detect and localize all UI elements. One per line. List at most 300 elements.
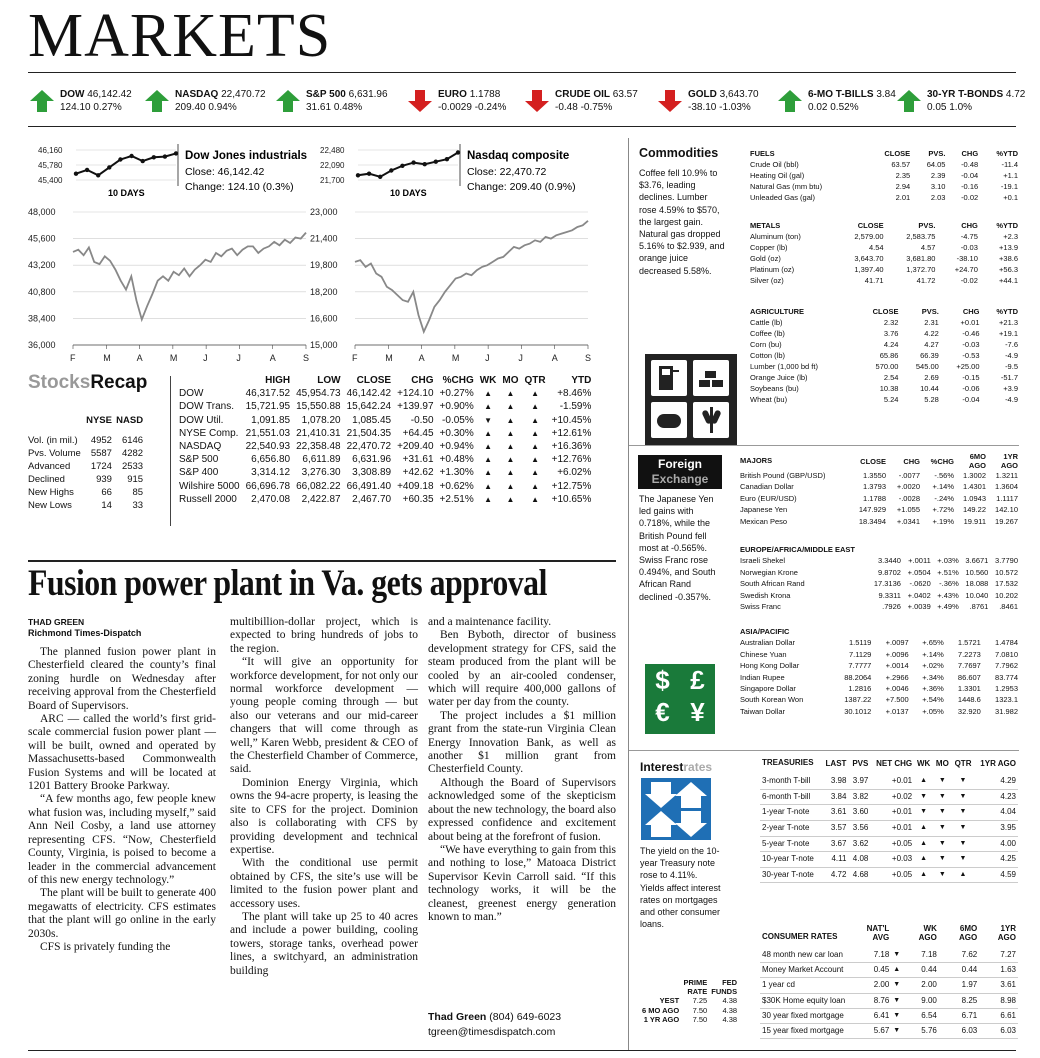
- table-cell: ▼: [959, 839, 967, 847]
- table-cell: 4.59: [1000, 869, 1016, 879]
- table-row: [176, 427, 594, 440]
- ticker-change: -0.48: [555, 102, 578, 113]
- article-paragraph: The project includes a $1 million grant from the state-run Virginia Clean Energy Innovation Bank, as well as another $1 million grant from Chesterfield County.: [428, 709, 616, 776]
- forex-title: [638, 455, 722, 489]
- x-tick-label: A: [418, 353, 425, 363]
- table-row: [26, 473, 145, 486]
- commodities-icons: [645, 354, 737, 446]
- ticker-name: 30-YR T-BONDS: [927, 89, 1004, 100]
- table-cell: +.0097: [885, 638, 909, 648]
- table-cell: 6.03: [961, 1026, 978, 1036]
- table-cell: ▲: [959, 870, 967, 878]
- row-label: 6 MO AGO: [642, 1005, 680, 1015]
- commodities-blurb: Coffee fell 10.9% to $3.76, leading declines. Lumber rose 4.59% to $570, the largest gain. Natural gas dropped 5.16% to $2.939, and orange juice decreased 5.58%.: [639, 168, 725, 276]
- ticker-change: 124.10: [60, 102, 91, 113]
- table-cell: 7.18: [921, 950, 937, 959]
- table-row: [748, 192, 1020, 203]
- table-cell: 3.7790: [995, 556, 1018, 566]
- gold-bars-icon: [693, 360, 729, 396]
- table-cell: ▲: [484, 494, 493, 504]
- nasd-value: 915: [127, 474, 144, 485]
- article-column-1: [28, 646, 216, 954]
- y-tick-label: 21,400: [310, 233, 338, 244]
- table-row: [738, 649, 1020, 660]
- table-cell: 7.27: [1000, 950, 1016, 959]
- table-cell: 3.10: [930, 182, 946, 191]
- table-cell: -0.02: [960, 276, 978, 285]
- column-header: 1YR AGO: [1000, 452, 1018, 470]
- column-header: 6MO AGO: [968, 452, 986, 470]
- fuel-pump-icon: [651, 360, 687, 396]
- table-cell: 4.27: [924, 340, 939, 349]
- section-name: ASIA/PACIFIC: [740, 627, 790, 636]
- inset-point: [118, 157, 122, 161]
- table-cell: -0.03: [962, 340, 980, 349]
- table-cell: 32.920: [957, 706, 981, 716]
- currency-name: South Korean Won: [740, 695, 804, 705]
- table-cell: 5.24: [883, 395, 899, 404]
- table-row: [748, 275, 1020, 286]
- table-cell: -.24%: [934, 493, 954, 503]
- ticker-value: 46,142.42: [87, 89, 132, 100]
- column-header: CHG: [903, 456, 920, 466]
- table-cell: +0.62%: [439, 480, 474, 492]
- forex-section-table: [738, 544, 1020, 612]
- table-cell: ▲: [893, 966, 901, 974]
- table-cell: +8.46%: [557, 388, 592, 400]
- table-cell: 1448.6: [957, 695, 981, 705]
- ticker-change: -38.10: [688, 102, 717, 113]
- commodity-section-table: [748, 220, 1020, 286]
- table-cell: 0.45: [873, 965, 890, 975]
- ticker-pct: -0.24%: [474, 102, 507, 113]
- stocks-recap-title-b: Recap: [90, 372, 148, 393]
- commodity-name: Natural Gas (mm btu): [750, 182, 823, 191]
- table-cell: -1.59%: [559, 401, 592, 413]
- table-cell: ▲: [531, 402, 540, 412]
- column-header: [176, 374, 243, 387]
- table-row: [640, 1006, 739, 1016]
- euro-glyph: €: [655, 697, 670, 727]
- x-tick-label: J: [485, 353, 490, 363]
- table-cell: ▲: [484, 442, 493, 452]
- index-name: NASDAQ: [179, 441, 222, 453]
- table-cell: +.19%: [932, 516, 954, 526]
- inset-point: [378, 175, 382, 179]
- table-cell: 86.607: [957, 672, 981, 682]
- table-cell: ▲: [531, 428, 540, 438]
- chart-title: Nasdaq composite: [467, 150, 570, 162]
- table-cell: 7.18: [873, 950, 890, 959]
- table-cell: 570.00: [875, 362, 899, 371]
- table-cell: 17.532: [995, 579, 1018, 589]
- forex-blurb: The Japanese Yen led gains with 0.718%, while the British Pound fell most at -0.565%. Swiss Franc rose 0.494%, and South African Rand declined -0.357%.: [639, 494, 716, 602]
- table-cell: 45,954.73: [296, 388, 341, 400]
- table-cell: +.14%: [922, 649, 944, 659]
- x-tick-label: A: [269, 353, 276, 363]
- table-cell: ▼: [938, 855, 946, 863]
- table-cell: 1,372.70: [906, 265, 936, 274]
- table-cell: 1323.1: [995, 695, 1018, 705]
- ticker-name: 6-MO T-BILLS: [808, 89, 874, 100]
- table-cell: 2.94: [895, 182, 911, 191]
- table-cell: 1,085.45: [352, 414, 392, 426]
- table-cell: +44.1: [999, 276, 1018, 285]
- currency-icon: [645, 664, 715, 734]
- row-label: 1 YR AGO: [643, 1015, 680, 1025]
- series-line: [73, 233, 306, 320]
- column-header: WK: [479, 375, 497, 386]
- forex-title-a: Foreign: [658, 457, 702, 471]
- down-arrow-icon: [658, 90, 682, 112]
- table-row: [738, 637, 1020, 648]
- ticker-change: 0.05: [927, 102, 947, 113]
- table-cell: 4.11: [831, 854, 847, 864]
- pound-glyph: £: [690, 665, 705, 695]
- table-cell: 46,317.52: [245, 388, 291, 400]
- table-cell: +.0011: [908, 556, 931, 566]
- ticker-pct: -1.03%: [719, 102, 751, 113]
- commodity-name: Unleaded Gas (gal): [750, 193, 816, 202]
- chart-change: Change: 124.10 (0.3%): [185, 181, 294, 193]
- table-row: [176, 480, 594, 493]
- column-header: QTR: [954, 759, 972, 769]
- inset-y-tick: 45,780: [38, 161, 63, 170]
- table-cell: 7.0810: [995, 649, 1018, 659]
- table-row: [26, 486, 145, 499]
- table-cell: 66.39: [920, 351, 939, 360]
- column-header: PVS.: [928, 149, 946, 158]
- table-cell: 2,583.75: [906, 232, 936, 241]
- table-cell: 65.86: [879, 351, 899, 360]
- table-cell: -.36%: [939, 579, 959, 589]
- table-cell: +10.65%: [551, 493, 592, 505]
- table-cell: +0.27%: [439, 388, 474, 400]
- table-cell: 15,721.95: [245, 401, 291, 413]
- section-name: METALS: [750, 221, 781, 230]
- table-cell: 1.5721: [957, 638, 981, 648]
- currency-name: British Pound (GBP/USD): [740, 471, 826, 480]
- table-row: [640, 996, 739, 1006]
- security-name: 5-year T-note: [762, 838, 810, 848]
- table-cell: 1,397.40: [854, 265, 884, 274]
- rate-name: 30 year fixed mortgage: [762, 1010, 844, 1020]
- commodity-name: Wheat (bu): [750, 395, 788, 404]
- table-cell: 2.54: [883, 373, 899, 382]
- table-cell: +.51%: [937, 567, 959, 577]
- security-name: 6-month T-bill: [762, 791, 811, 801]
- table-cell: 7.2273: [957, 649, 981, 659]
- table-cell: +0.05: [891, 869, 913, 879]
- table-cell: 4.04: [1000, 807, 1016, 817]
- table-cell: +.2966: [885, 672, 909, 682]
- table-cell: 8.98: [1000, 995, 1016, 1005]
- table-cell: +38.6: [999, 254, 1018, 263]
- column-header: QTR: [524, 375, 546, 386]
- table-row: [26, 460, 145, 473]
- column-header: CLOSE: [884, 149, 911, 158]
- inset-y-tick: 46,160: [38, 146, 63, 155]
- inset-y-tick: 22,090: [320, 161, 345, 170]
- nyse-value: 4952: [90, 435, 112, 446]
- column-header: MO: [502, 375, 519, 386]
- table-row: [748, 231, 1020, 242]
- inset-point: [356, 173, 360, 177]
- table-cell: 1387.22: [844, 695, 872, 705]
- table-row: [748, 339, 1020, 350]
- column-header: NET CHG: [876, 759, 913, 769]
- table-row: [176, 400, 594, 413]
- table-cell: +409.18: [397, 480, 434, 492]
- currency-name: Swiss Franc: [740, 602, 781, 612]
- table-cell: ▲: [484, 455, 493, 465]
- table-cell: +0.02: [891, 791, 913, 801]
- table-cell: +.0020: [896, 482, 920, 492]
- table-cell: -0.06: [962, 384, 980, 393]
- table-cell: 30.1012: [844, 706, 872, 716]
- table-cell: ▼: [920, 808, 928, 816]
- down-arrow-icon: [408, 90, 432, 112]
- ticker-name: NASDAQ: [175, 89, 219, 100]
- table-cell: 3,643.70: [854, 254, 884, 263]
- currency-name: Taiwan Dollar: [740, 706, 786, 716]
- table-row: [738, 555, 1020, 566]
- commodity-section-table: [748, 306, 1020, 405]
- table-cell: +0.05: [891, 838, 913, 848]
- table-cell: 6.41: [873, 1010, 890, 1020]
- table-cell: 6.03: [1000, 1026, 1016, 1036]
- rate-name: Money Market Account: [762, 965, 844, 975]
- index-charts: [28, 140, 628, 370]
- table-cell: -0.16: [961, 182, 979, 191]
- column-header: YTD: [571, 375, 592, 386]
- yen-glyph: ¥: [690, 697, 705, 727]
- column-header: %YTD: [996, 221, 1018, 230]
- article-paragraph: Although the Board of Supervisors acknowledged some of the skepticism about the new technology, the board also expressed confidence and excitement about being at the forefront of fusion.: [428, 776, 616, 843]
- column-header: %YTD: [996, 307, 1018, 316]
- index-name: DOW Trans.: [179, 401, 235, 413]
- table-cell: 4.57: [920, 243, 936, 252]
- ticker-name: EURO: [438, 89, 467, 100]
- table-cell: 41.72: [916, 276, 936, 285]
- table-cell: 1.3211: [995, 471, 1018, 480]
- table-cell: 3.62: [852, 838, 869, 848]
- table-cell: -.0620: [909, 579, 931, 589]
- table-cell: +.0341: [896, 516, 920, 526]
- x-tick-label: S: [585, 353, 592, 363]
- column-header: %CHG: [930, 456, 954, 466]
- table-row: [738, 672, 1020, 683]
- table-row: [176, 466, 594, 479]
- table-cell: 7.25: [692, 996, 708, 1005]
- y-tick-label: 19,800: [310, 260, 338, 271]
- table-cell: 545.00: [915, 362, 939, 371]
- table-cell: 5.28: [924, 395, 939, 404]
- ticker-value: 3,643.70: [719, 89, 759, 100]
- currency-name: Canadian Dollar: [740, 482, 794, 492]
- ticker-pct: 0.27%: [93, 102, 122, 113]
- rates-title-b: rates: [683, 760, 713, 774]
- nyse-nasd-table: [26, 414, 145, 512]
- table-cell: -4.9: [1005, 351, 1018, 360]
- table-row: [760, 948, 1018, 963]
- table-cell: 2.32: [883, 318, 899, 327]
- inset-line: [76, 153, 176, 175]
- up-arrow-icon: [778, 90, 802, 112]
- table-cell: 18.088: [965, 579, 989, 589]
- table-row: [748, 170, 1020, 181]
- table-cell: 4.54: [868, 243, 884, 252]
- up-arrow-icon: [145, 90, 169, 112]
- currency-name: Norwegian Krone: [740, 567, 798, 577]
- table-cell: ▼: [893, 1027, 901, 1035]
- nyse-value: 5587: [90, 448, 112, 459]
- forex-title-b: Exchange: [651, 472, 709, 486]
- table-row: [738, 660, 1020, 671]
- table-cell: ▼: [893, 996, 901, 1004]
- nasd-value: 6146: [121, 435, 144, 446]
- table-cell: 1,078.20: [301, 414, 341, 426]
- table-cell: 2.01: [895, 193, 911, 202]
- table-cell: 3.61: [830, 807, 847, 817]
- inset-point: [389, 168, 393, 172]
- commodities-title: Commodities: [639, 146, 719, 160]
- commodity-name: Orange Juice (lb): [750, 373, 808, 382]
- table-cell: ▲: [920, 870, 928, 878]
- table-cell: ▼: [938, 808, 946, 816]
- column-header: HIGH: [265, 375, 291, 386]
- table-cell: 1.1788: [863, 493, 886, 503]
- table-cell: +64.45: [402, 427, 434, 439]
- table-cell: +60.35: [402, 493, 434, 505]
- table-row: [748, 350, 1020, 361]
- inset-point: [74, 172, 78, 176]
- section-name: AGRICULTURE: [750, 307, 805, 316]
- index-name: Wilshire 5000: [179, 480, 240, 492]
- table-cell: .8761: [969, 602, 989, 612]
- stocks-recap-title-a: Stocks: [28, 372, 91, 393]
- column-header: LOW: [317, 375, 341, 386]
- table-cell: +.0504: [907, 567, 931, 577]
- table-cell: -.0077: [898, 471, 920, 480]
- table-cell: 6.61: [1000, 1010, 1016, 1020]
- currency-name: Israeli Shekel: [740, 556, 786, 566]
- table-cell: 4.68: [852, 869, 869, 879]
- forex-section-table: [738, 452, 1020, 527]
- table-cell: ▼: [938, 870, 946, 878]
- security-name: 30-year T-note: [762, 869, 814, 879]
- table-cell: +139.97: [397, 401, 434, 413]
- commodity-name: Platinum (oz): [750, 265, 795, 274]
- series-line: [355, 221, 588, 332]
- table-cell: +.0096: [885, 649, 909, 659]
- table-cell: 3.56: [852, 822, 869, 832]
- column-header: LAST: [825, 759, 847, 769]
- security-name: 1-year T-note: [762, 807, 810, 817]
- table-cell: 7.50: [692, 1005, 708, 1015]
- table-cell: 147.929: [858, 505, 886, 515]
- table-cell: -4.75: [960, 232, 978, 241]
- article-paragraph: Ben Byboth, director of business development strategy for CFS, said the steam produced from the plant will be cooled by an air-cooled condenser, which will require 400,000 gallons of water per day from the county.: [428, 629, 616, 709]
- y-tick-label: 43,200: [28, 260, 56, 271]
- table-cell: 88.2064: [844, 672, 872, 682]
- inset-y-tick: 21,700: [320, 176, 345, 185]
- y-tick-label: 45,600: [28, 233, 56, 244]
- table-cell: 2.69: [924, 373, 939, 382]
- currency-name: South African Rand: [740, 579, 805, 589]
- contact-name: Thad Green: [428, 1011, 487, 1023]
- contact-email: tgreen@timesdispatch.com: [428, 1026, 556, 1038]
- commodity-name: Crude Oil (bbl): [750, 160, 799, 169]
- inset-point: [141, 159, 145, 163]
- table-cell: ▼: [959, 792, 967, 800]
- table-cell: 6,631.96: [352, 454, 392, 466]
- row-label: New Lows: [28, 500, 72, 511]
- currency-name: Singapore Dollar: [740, 684, 796, 694]
- table-row: [760, 963, 1018, 978]
- commodity-section-table: [748, 148, 1020, 203]
- table-cell: 1.5119: [848, 638, 872, 648]
- y-tick-label: 15,000: [310, 340, 338, 350]
- ticker-value: 63.57: [612, 89, 638, 100]
- contact-phone: (804) 649-6023: [489, 1011, 562, 1023]
- index-table: [176, 374, 594, 506]
- table-cell: ▼: [938, 792, 946, 800]
- table-row: [738, 470, 1020, 481]
- rates-blurb: The yield on the 10-year Treasury note rose to 4.11%. Yields affect interest rates on mortgages and other consumer loans.: [640, 846, 721, 930]
- table-cell: ▲: [506, 481, 515, 491]
- table-cell: +0.01: [891, 807, 913, 817]
- table-cell: -7.6: [1005, 340, 1018, 349]
- wheat-icon: [693, 402, 729, 438]
- table-cell: +0.03: [891, 854, 913, 864]
- consumer-rates-table: [760, 924, 1018, 1039]
- table-row: [760, 1008, 1018, 1023]
- treasuries-table: [760, 758, 1018, 883]
- table-cell: ▲: [920, 823, 928, 831]
- commodity-name: Copper (lb): [750, 243, 788, 252]
- ticker-change: 209.40: [175, 102, 206, 113]
- table-cell: +1.055: [896, 505, 920, 515]
- table-row: [748, 372, 1020, 383]
- article-source: Richmond Times-Dispatch: [28, 628, 142, 638]
- table-cell: ▲: [506, 494, 515, 504]
- table-cell: ▲: [484, 402, 493, 412]
- table-cell: ▼: [920, 792, 928, 800]
- table-cell: ▲: [484, 468, 493, 478]
- table-cell: +1.1: [1003, 171, 1018, 180]
- section-name: MAJORS: [740, 456, 773, 466]
- ticker-pct: -0.75%: [580, 102, 613, 113]
- commodity-name: Corn (bu): [750, 340, 782, 349]
- table-cell: 10.44: [920, 384, 939, 393]
- table-cell: +.0014: [885, 661, 909, 671]
- table-cell: +12.75%: [551, 480, 592, 492]
- table-cell: 10.560: [965, 567, 989, 577]
- column-header: CLOSE: [860, 456, 886, 466]
- table-cell: 6.54: [921, 1010, 937, 1020]
- table-cell: -19.1: [1000, 182, 1018, 191]
- y-tick-label: 48,000: [28, 207, 56, 217]
- section-name: CONSUMER RATES: [762, 931, 838, 941]
- table-cell: 6,656.80: [251, 454, 291, 466]
- table-cell: 10.040: [965, 590, 989, 600]
- y-tick-label: 36,000: [28, 340, 56, 350]
- ticker-name: CRUDE OIL: [555, 89, 610, 100]
- table-cell: 66,491.40: [346, 480, 392, 492]
- column-header: PVS: [852, 759, 869, 769]
- security-name: 10-year T-note: [762, 854, 814, 864]
